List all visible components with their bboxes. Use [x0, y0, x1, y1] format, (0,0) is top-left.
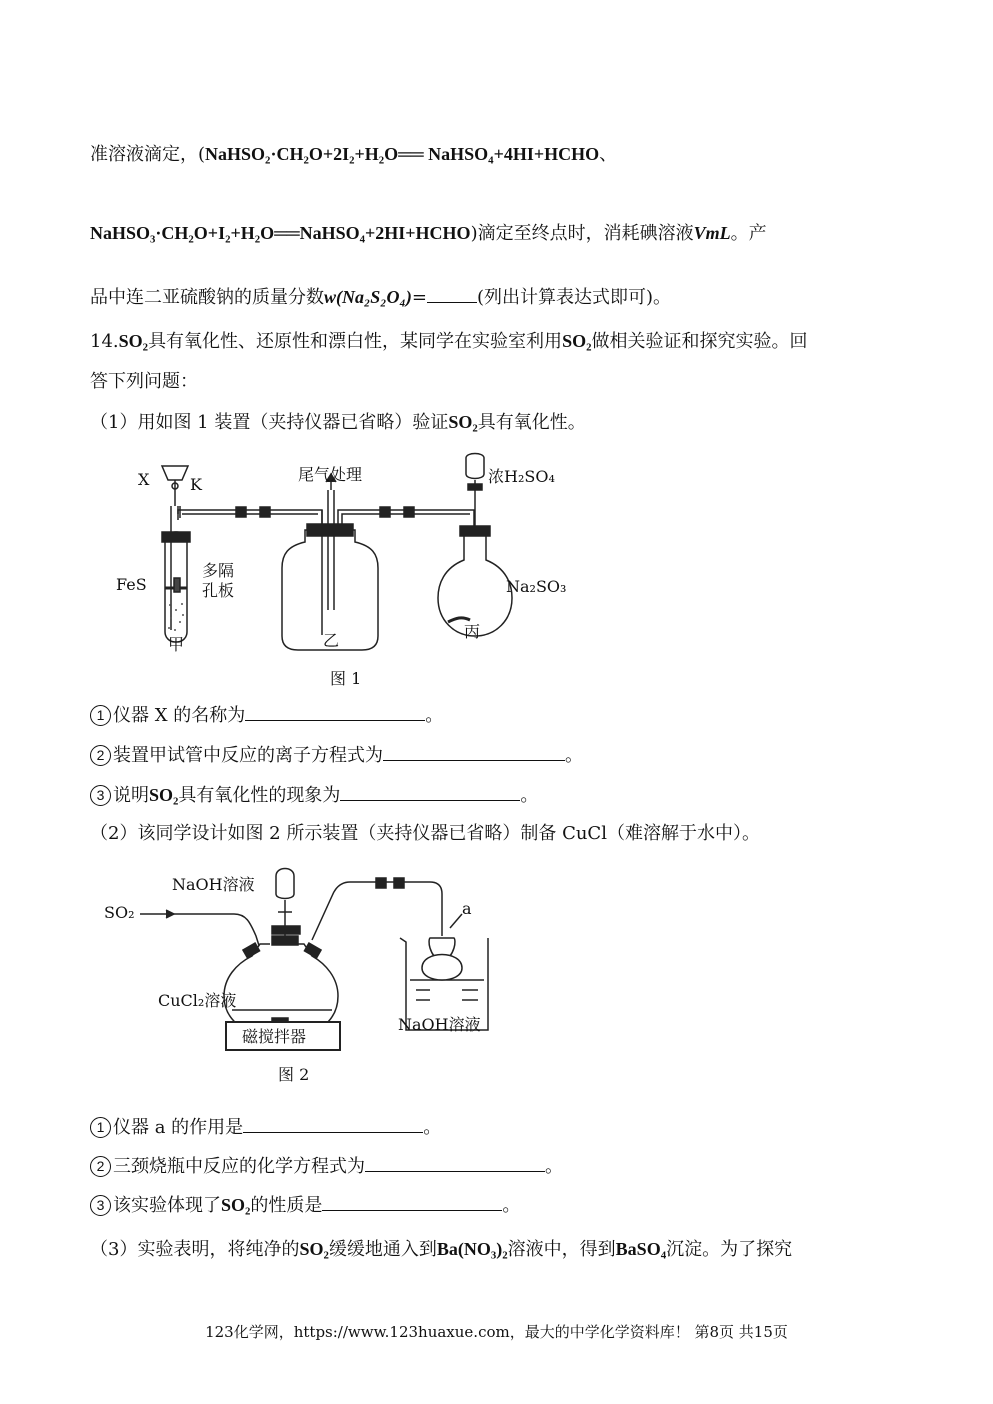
answer-blank-w[interactable]	[427, 284, 477, 303]
figure-2-caption: 图 2	[278, 1065, 310, 1084]
part3-text-4: 沉淀。为了探究	[666, 1239, 793, 1260]
label-cucl2: CuCl₂溶液	[158, 991, 237, 1010]
label-k: K	[190, 475, 202, 494]
period: 。	[502, 1195, 521, 1216]
so2-formula: SO₂	[448, 412, 478, 432]
label-stirrer: 磁搅拌器	[242, 1027, 307, 1046]
q1-3-text-1: 说明	[113, 785, 149, 806]
answer-blank-2-1[interactable]	[243, 1114, 423, 1133]
line2-text: )滴定至终点时，消耗碘溶液	[470, 223, 694, 244]
q14-text-1: 具有氧化性、还原性和漂白性，某同学在实验室利用	[148, 331, 563, 352]
q1-1-text: 仪器 X 的名称为	[113, 705, 246, 726]
question-14-line-2	[90, 370, 198, 394]
label-naoh-beaker: NaOH溶液	[398, 1015, 481, 1034]
q2-3-text-1: 该实验体现了	[113, 1195, 221, 1216]
circled-number: 1	[90, 705, 111, 726]
figure-1-caption: 图 1	[330, 669, 362, 688]
label-so2: SO₂	[104, 903, 135, 922]
answer-blank-2-2[interactable]	[365, 1153, 545, 1172]
label-a: a	[462, 899, 472, 918]
label-fes: FeS	[116, 575, 147, 594]
so2-formula: SO₂	[118, 331, 149, 351]
q1-1	[90, 702, 443, 728]
part1-text-1: （1）用如图 1 装置（夹持仪器已省略）验证	[90, 412, 449, 433]
line1-suffix: 、	[599, 144, 618, 165]
so2-formula: SO₂	[221, 1195, 251, 1215]
part-1-intro	[90, 410, 586, 435]
answer-blank-1-2[interactable]	[383, 742, 565, 761]
circled-number: 2	[90, 745, 111, 766]
figure-1-apparatus	[110, 450, 590, 690]
answer-blank-2-3[interactable]	[322, 1192, 502, 1211]
part-2-intro	[90, 822, 760, 846]
part3-text-2: 缓缓地通入到	[328, 1239, 437, 1260]
text-line-1	[90, 142, 617, 167]
text-line-3	[90, 284, 671, 310]
label-na2so3: Na₂SO₃	[506, 577, 567, 596]
line3-text: 品中连二亚硫酸钠的质量分数	[90, 287, 324, 308]
so2-formula: SO₂	[149, 785, 179, 805]
q14-text-2: 做相关验证和探究实验。回	[591, 331, 808, 352]
label-bing: 丙	[464, 622, 481, 641]
period: 。	[545, 1156, 563, 1177]
line3-suffix: (列出计算表达式即可)。	[476, 287, 671, 308]
baso4-formula: BaSO₄	[615, 1239, 667, 1259]
equation-2: NaHSO₃·CH₂O+I₂+H₂O══NaHSO₄+2HI+HCHO	[90, 223, 471, 243]
period: 。	[423, 1117, 442, 1138]
q1-3	[90, 782, 538, 808]
period: 。	[565, 745, 583, 766]
mass-fraction-expr: w(Na₂S₂O₄)	[324, 287, 412, 307]
so2-formula: SO₂	[562, 331, 592, 351]
equation-1: NaHSO₂·CH₂O+2I₂+H₂O══ NaHSO₄+4HI+HCHO	[205, 144, 600, 164]
question-14-line-1	[90, 329, 807, 354]
q14-text-3: 答下列问题：	[90, 371, 198, 392]
answer-blank-1-3[interactable]	[340, 782, 520, 801]
circled-number: 3	[90, 1195, 111, 1216]
part1-text-2: 具有氧化性。	[477, 412, 586, 433]
q1-3-text-2: 具有氧化性的现象为	[178, 785, 341, 806]
line2-end: 。产	[730, 223, 767, 244]
q2-3-text-2: 的性质是	[250, 1195, 323, 1216]
text-line-2	[90, 221, 767, 246]
part2-text: （2）该同学设计如图 2 所示装置（夹持仪器已省略）制备 CuCl（难溶解于水中）。	[90, 823, 760, 844]
so2-formula: SO₂	[299, 1239, 329, 1259]
volume-var: VmL	[693, 223, 731, 243]
ba-nitrate-formula: Ba(NO₃)₂	[436, 1239, 508, 1259]
label-conc-h2so4: 浓H₂SO₄	[488, 467, 555, 486]
label-plate-line1: 多隔	[202, 561, 235, 580]
q2-2-text: 三颈烧瓶中反应的化学方程式为	[113, 1156, 365, 1177]
label-naoh-top: NaOH溶液	[172, 875, 255, 894]
q1-2	[90, 742, 583, 768]
q2-2	[90, 1153, 563, 1179]
circled-number: 2	[90, 1156, 111, 1177]
period: 。	[425, 705, 444, 726]
q1-2-text: 装置甲试管中反应的离子方程式为	[113, 745, 383, 766]
q2-1-text: 仪器 a 的作用是	[113, 1117, 244, 1138]
part-3-intro	[90, 1237, 792, 1262]
q2-1	[90, 1114, 441, 1140]
part3-text-3: 溶液中，得到	[507, 1239, 616, 1260]
part3-text-1: （3）实验表明，将纯净的	[90, 1239, 300, 1260]
q2-3	[90, 1192, 520, 1218]
page-footer	[0, 1322, 993, 1342]
label-jia: 甲	[168, 635, 185, 654]
answer-blank-1-1[interactable]	[245, 702, 425, 721]
label-plate-line2: 孔板	[202, 581, 235, 600]
circled-number: 1	[90, 1117, 111, 1138]
figure-2-apparatus	[100, 860, 520, 1092]
equals-sign: =	[411, 287, 427, 308]
period: 。	[520, 785, 539, 806]
line1-prefix: 准溶液滴定，(	[90, 144, 206, 165]
question-number: 14.	[90, 331, 119, 352]
label-x: X	[138, 470, 150, 489]
footer-text: 123化学网，https://www.123huaxue.com，最大的中学化学资料库！ 第8页 共15页	[205, 1323, 788, 1341]
label-yi: 乙	[323, 631, 340, 650]
circled-number: 3	[90, 785, 111, 806]
label-tail-gas: 尾气处理	[298, 465, 363, 484]
